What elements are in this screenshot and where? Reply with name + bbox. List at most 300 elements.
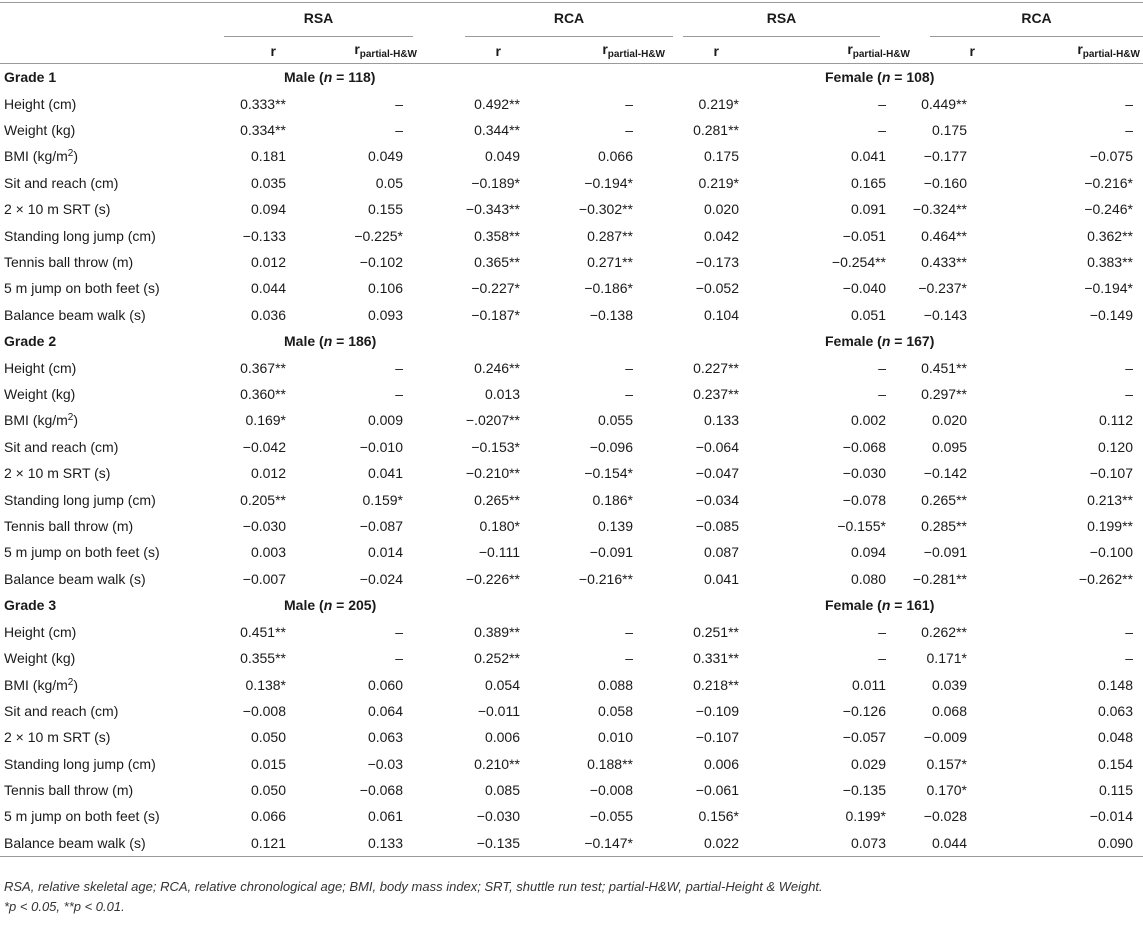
table-row <box>0 143 1143 169</box>
row-label: 2 × 10 m SRT (s) <box>4 201 111 218</box>
cell-value: 0.014 <box>367 544 403 561</box>
cell-value: −0.227* <box>471 280 520 297</box>
cell-value: −0.281** <box>912 570 967 587</box>
cell-value: 0.138* <box>245 676 286 693</box>
cell-value: 0.063 <box>1097 702 1133 719</box>
female-sample-label: Female (n = 167) <box>825 333 935 350</box>
table-row <box>0 645 1143 671</box>
grade-row <box>0 328 1143 355</box>
table-footnotes <box>4 877 823 917</box>
cell-value: −0.009 <box>923 729 967 746</box>
cell-value: 0.029 <box>850 755 886 772</box>
table-row <box>0 170 1143 196</box>
cell-value: 0.015 <box>250 755 286 772</box>
cell-value: −0.051 <box>842 227 886 244</box>
cell-value: −0.109 <box>695 702 739 719</box>
col-header-rpartial: $r_{partial-H\&W}$ <box>540 38 673 64</box>
table-row <box>0 724 1143 750</box>
cell-value: 0.041 <box>367 465 403 482</box>
cell-value: 0.121 <box>214 830 301 857</box>
cell-value: 0.05 <box>375 174 403 191</box>
table-row <box>0 671 1143 697</box>
cell-value: 0.044 <box>910 830 1011 857</box>
cell-value: – <box>878 122 886 139</box>
cell-value: – <box>625 650 633 667</box>
cell-value: 0.297** <box>921 386 967 403</box>
grade-row <box>0 64 1143 91</box>
cell-value: 0.036 <box>250 306 286 323</box>
cell-value: 0.106 <box>367 280 403 297</box>
male-sample-label: Male (n = 186) <box>284 333 377 350</box>
cell-value: −0.03 <box>367 755 403 772</box>
cell-value: – <box>625 359 633 376</box>
col-header-r: r <box>443 38 540 64</box>
cell-value: 0.169* <box>245 412 286 429</box>
table-row <box>0 777 1143 803</box>
cell-value: −0.030 <box>242 518 286 535</box>
cell-value: – <box>1125 650 1133 667</box>
cell-value: 0.115 <box>1099 782 1133 799</box>
table-row <box>0 275 1143 301</box>
cell-value: 0.155 <box>367 201 403 218</box>
cell-value: 0.265** <box>921 491 967 508</box>
cell-value: −0.075 <box>1089 148 1133 165</box>
cell-value: −0.154* <box>584 465 633 482</box>
grade-title: Grade 1 <box>4 69 57 86</box>
cell-value: 0.112 <box>1099 412 1133 429</box>
cell-value: – <box>878 386 886 403</box>
row-label: 5 m jump on both feet (s) <box>4 544 160 561</box>
grade-title: Grade 2 <box>4 333 57 350</box>
cell-value: −0.186* <box>584 280 633 297</box>
grade-row <box>0 592 1143 619</box>
cell-value: 0.042 <box>703 227 739 244</box>
cell-value: 0.159* <box>362 491 403 508</box>
cell-value: −0.147* <box>540 830 673 857</box>
table-row <box>0 222 1143 248</box>
cell-value: 0.064 <box>367 702 403 719</box>
cell-value: – <box>1125 122 1133 139</box>
row-label: 2 × 10 m SRT (s) <box>4 729 111 746</box>
cell-value: −0.160 <box>923 174 967 191</box>
cell-value: – <box>625 386 633 403</box>
row-label: Tennis ball throw (m) <box>4 782 134 799</box>
row-label: 5 m jump on both feet (s) <box>4 808 160 825</box>
cell-value: 0.055 <box>597 412 633 429</box>
cell-value: −0.030 <box>476 808 520 825</box>
cell-value: 0.133 <box>703 412 739 429</box>
cell-value: −0.064 <box>695 438 739 455</box>
cell-value: 0.451** <box>240 623 286 640</box>
cell-value: −0.100 <box>1089 544 1133 561</box>
cell-value: – <box>395 359 403 376</box>
cell-value: 0.360** <box>240 386 286 403</box>
cell-value: 0.094 <box>850 544 886 561</box>
cell-value: – <box>1125 359 1133 376</box>
cell-value: −0.010 <box>359 438 403 455</box>
cell-value: 0.020 <box>703 201 739 218</box>
col-header-rpartial: $r_{partial-H\&W}$ <box>1011 38 1143 64</box>
cell-value: 0.020 <box>931 412 967 429</box>
cell-value: – <box>625 623 633 640</box>
cell-value: 0.066 <box>597 148 633 165</box>
cell-value: 0.281** <box>693 122 739 139</box>
cell-value: 0.265** <box>474 491 520 508</box>
cell-value: 0.285** <box>921 518 967 535</box>
table-row <box>0 460 1143 486</box>
cell-value: −0.143 <box>923 306 967 323</box>
cell-value: 0.003 <box>250 544 286 561</box>
cell-value: 0.104 <box>703 306 739 323</box>
cell-value: 0.087 <box>703 544 739 561</box>
cell-value: 0.451** <box>921 359 967 376</box>
cell-value: −0.225* <box>354 227 403 244</box>
cell-value: 0.090 <box>1011 830 1143 857</box>
table-row <box>0 803 1143 829</box>
cell-value: −0.068 <box>359 782 403 799</box>
cell-value: −0.324** <box>912 201 967 218</box>
cell-value: 0.262** <box>921 623 967 640</box>
cell-value: 0.009 <box>367 412 403 429</box>
cell-value: 0.068 <box>931 702 967 719</box>
cell-value: 0.218** <box>693 676 739 693</box>
table-row <box>0 750 1143 776</box>
cell-value: −0.091 <box>589 544 633 561</box>
table-row <box>0 91 1143 117</box>
cell-value: 0.012 <box>250 465 286 482</box>
cell-value: 0.095 <box>931 438 967 455</box>
table-row <box>0 196 1143 222</box>
row-label: Sit and reach (cm) <box>4 174 119 191</box>
cell-value: 0.180* <box>479 518 520 535</box>
cell-value: −0.024 <box>359 570 403 587</box>
row-label: 2 × 10 m SRT (s) <box>4 465 111 482</box>
row-label: Tennis ball throw (m) <box>4 518 134 535</box>
correlation-table <box>0 2 1143 857</box>
cell-value: – <box>395 386 403 403</box>
row-label: Tennis ball throw (m) <box>4 254 134 271</box>
cell-value: −0.254** <box>831 254 886 271</box>
cell-value: – <box>878 623 886 640</box>
cell-value: −0.042 <box>242 438 286 455</box>
cell-value: 0.199* <box>845 808 886 825</box>
cell-value: 0.044 <box>250 280 286 297</box>
cell-value: −0.126 <box>842 702 886 719</box>
row-label: BMI $(kg/m^2)$ <box>4 676 79 693</box>
cell-value: 0.091 <box>850 201 886 218</box>
cell-value: −0.216** <box>578 570 633 587</box>
cell-value: −0.085 <box>695 518 739 535</box>
cell-value: −0.111 <box>478 544 520 561</box>
row-label: Standing long jump (cm) <box>4 491 156 508</box>
cell-value: −0.343** <box>465 201 520 218</box>
cell-value: −0.262** <box>1078 570 1133 587</box>
cell-value: −0.237* <box>918 280 967 297</box>
cell-value: – <box>395 623 403 640</box>
cell-value: −0.189* <box>471 174 520 191</box>
cell-value: 0.383** <box>1087 254 1133 271</box>
cell-value: 0.035 <box>250 174 286 191</box>
cell-value: 0.073 <box>780 830 910 857</box>
female-sample-label: Female (n = 108) <box>825 69 935 86</box>
cell-value: – <box>395 95 403 112</box>
cell-value: 0.389** <box>474 623 520 640</box>
cell-value: 0.333** <box>240 95 286 112</box>
cell-value: −0.155* <box>837 518 886 535</box>
cell-value: −0.133 <box>242 227 286 244</box>
cell-value: 0.156* <box>698 808 739 825</box>
cell-value: 0.006 <box>484 729 520 746</box>
cell-value: 0.041 <box>850 148 886 165</box>
cell-value: −0.047 <box>695 465 739 482</box>
cell-value: 0.170* <box>926 782 967 799</box>
cell-value: −0.096 <box>589 438 633 455</box>
cell-value: – <box>1125 95 1133 112</box>
cell-value: 0.344** <box>474 122 520 139</box>
cell-value: 0.213** <box>1087 491 1133 508</box>
cell-value: 0.181 <box>250 148 286 165</box>
group-header-rsa-1: RSA <box>214 3 443 39</box>
cell-value: −0.302** <box>578 201 633 218</box>
table-row <box>0 830 1143 857</box>
cell-value: −0.142 <box>923 465 967 482</box>
cell-value: 0.050 <box>250 782 286 799</box>
cell-value: – <box>878 359 886 376</box>
cell-value: 0.058 <box>597 702 633 719</box>
cell-value: −0.194* <box>1084 280 1133 297</box>
cell-value: 0.210** <box>474 755 520 772</box>
cell-value: −0.091 <box>923 544 967 561</box>
male-sample-label: Male (n = 205) <box>284 597 377 614</box>
cell-value: −.0207** <box>465 412 520 429</box>
table-row <box>0 619 1143 645</box>
row-label: BMI $(kg/m^2)$ <box>4 412 79 429</box>
cell-value: 0.449** <box>921 95 967 112</box>
cell-value: −0.068 <box>842 438 886 455</box>
table-row <box>0 249 1143 275</box>
row-label: Balance beam walk (s) <box>0 830 214 857</box>
table-row <box>0 513 1143 539</box>
cell-value: −0.107 <box>695 729 739 746</box>
cell-value: −0.030 <box>842 465 886 482</box>
cell-value: 0.088 <box>597 676 633 693</box>
cell-value: 0.171* <box>926 650 967 667</box>
col-header-r: r <box>910 38 1011 64</box>
cell-value: 0.165 <box>850 174 886 191</box>
male-sample-label: Male (n = 118) <box>284 69 376 86</box>
cell-value: −0.187* <box>471 306 520 323</box>
table-row <box>0 302 1143 328</box>
cell-value: 0.188** <box>587 755 633 772</box>
cell-value: 0.271** <box>587 254 633 271</box>
cell-value: – <box>1125 386 1133 403</box>
cell-value: 0.012 <box>250 254 286 271</box>
cell-value: 0.199** <box>1087 518 1133 535</box>
row-label: Height (cm) <box>4 623 77 640</box>
cell-value: 0.175 <box>703 148 739 165</box>
cell-value: 0.148 <box>1097 676 1133 693</box>
col-header-r: r <box>673 38 780 64</box>
cell-value: −0.177 <box>923 148 967 165</box>
cell-value: 0.066 <box>250 808 286 825</box>
table-row <box>0 117 1143 143</box>
cell-value: 0.205** <box>240 491 286 508</box>
cell-value: −0.107 <box>1089 465 1133 482</box>
cell-value: 0.365** <box>474 254 520 271</box>
cell-value: 0.154 <box>1097 755 1133 772</box>
group-header-rca-1: RCA <box>443 3 673 39</box>
cell-value: – <box>625 122 633 139</box>
cell-value: 0.002 <box>850 412 886 429</box>
table-row <box>0 381 1143 407</box>
row-label: 5 m jump on both feet (s) <box>4 280 160 297</box>
header-stats-row <box>0 38 1143 64</box>
cell-value: 0.355** <box>240 650 286 667</box>
table-row <box>0 407 1143 433</box>
group-header-rca-2: RCA <box>910 3 1143 39</box>
cell-value: 0.362** <box>1087 227 1133 244</box>
cell-value: 0.063 <box>367 729 403 746</box>
cell-value: – <box>878 650 886 667</box>
table-row <box>0 486 1143 512</box>
row-label: Standing long jump (cm) <box>4 227 156 244</box>
cell-value: −0.057 <box>842 729 886 746</box>
table-row <box>0 698 1143 724</box>
cell-value: −0.246* <box>1084 201 1133 218</box>
cell-value: 0.367** <box>240 359 286 376</box>
col-header-rpartial: $r_{partial-H\&W}$ <box>301 38 443 64</box>
abbreviations-note: RSA, relative skeletal age; RCA, relative chronological age; BMI, body mass index; SRT, shuttle run test; partial-H&W, partial-Height & Weight. <box>4 879 823 894</box>
table-row <box>0 434 1143 460</box>
cell-value: −0.135 <box>842 782 886 799</box>
cell-value: 0.049 <box>484 148 520 165</box>
cell-value: 0.252** <box>474 650 520 667</box>
row-label: Standing long jump (cm) <box>4 755 156 772</box>
cell-value: 0.133 <box>301 830 443 857</box>
cell-value: −0.008 <box>242 702 286 719</box>
cell-value: −0.078 <box>842 491 886 508</box>
group-header-rsa-2: RSA <box>673 3 910 39</box>
cell-value: 0.219* <box>698 95 739 112</box>
cell-value: 0.050 <box>250 729 286 746</box>
cell-value: −0.014 <box>1089 808 1133 825</box>
cell-value: −0.226** <box>465 570 520 587</box>
cell-value: – <box>625 95 633 112</box>
row-label: BMI $(kg/m^2)$ <box>4 148 79 165</box>
cell-value: 0.054 <box>484 676 520 693</box>
cell-value: −0.055 <box>589 808 633 825</box>
cell-value: 0.219* <box>698 174 739 191</box>
cell-value: 0.139 <box>597 518 633 535</box>
row-label: Weight (kg) <box>4 122 76 139</box>
significance-note: *p < 0.05, **p < 0.01. <box>4 899 125 914</box>
cell-value: 0.227** <box>693 359 739 376</box>
cell-value: −0.149 <box>1089 306 1133 323</box>
cell-value: 0.186* <box>592 491 633 508</box>
cell-value: −0.194* <box>584 174 633 191</box>
cell-value: 0.464** <box>921 227 967 244</box>
table-row <box>0 566 1143 592</box>
cell-value: 0.331** <box>693 650 739 667</box>
table-row <box>0 355 1143 381</box>
cell-value: 0.251** <box>693 623 739 640</box>
cell-value: −0.028 <box>923 808 967 825</box>
cell-value: −0.052 <box>695 280 739 297</box>
table-row <box>0 539 1143 565</box>
female-sample-label: Female (n = 161) <box>825 597 935 614</box>
header-groups-row <box>0 3 1143 39</box>
cell-value: 0.011 <box>852 676 886 693</box>
cell-value: 0.051 <box>850 306 886 323</box>
cell-value: 0.060 <box>367 676 403 693</box>
cell-value: −0.138 <box>589 306 633 323</box>
cell-value: 0.093 <box>367 306 403 323</box>
cell-value: 0.048 <box>1097 729 1133 746</box>
cell-value: −0.210** <box>465 465 520 482</box>
cell-value: −0.040 <box>842 280 886 297</box>
row-label: Balance beam walk (s) <box>4 570 146 587</box>
row-label: Height (cm) <box>4 359 77 376</box>
cell-value: – <box>395 122 403 139</box>
cell-value: 0.334** <box>240 122 286 139</box>
cell-value: 0.246** <box>474 359 520 376</box>
cell-value: – <box>1125 623 1133 640</box>
cell-value: −0.135 <box>443 830 540 857</box>
cell-value: −0.087 <box>359 518 403 535</box>
grade-title: Grade 3 <box>4 597 57 614</box>
cell-value: 0.041 <box>703 570 739 587</box>
cell-value: −0.007 <box>242 570 286 587</box>
cell-value: −0.061 <box>695 782 739 799</box>
cell-value: – <box>395 650 403 667</box>
cell-value: 0.175 <box>931 122 967 139</box>
cell-value: −0.008 <box>589 782 633 799</box>
cell-value: 0.022 <box>673 830 780 857</box>
cell-value: 0.049 <box>367 148 403 165</box>
cell-value: −0.011 <box>477 702 520 719</box>
cell-value: 0.080 <box>850 570 886 587</box>
cell-value: 0.010 <box>597 729 633 746</box>
cell-value: 0.120 <box>1097 438 1133 455</box>
col-header-rpartial: $r_{partial-H\&W}$ <box>780 38 910 64</box>
row-label: Weight (kg) <box>4 386 76 403</box>
cell-value: 0.157* <box>926 755 967 772</box>
row-label: Sit and reach (cm) <box>4 438 119 455</box>
cell-value: 0.039 <box>931 676 967 693</box>
cell-value: −0.153* <box>471 438 520 455</box>
cell-value: 0.013 <box>484 386 520 403</box>
row-label: Height (cm) <box>4 95 77 112</box>
row-label: Weight (kg) <box>4 650 76 667</box>
cell-value: 0.094 <box>250 201 286 218</box>
cell-value: −0.034 <box>695 491 739 508</box>
cell-value: 0.085 <box>484 782 520 799</box>
table-body <box>0 64 1143 857</box>
cell-value: −0.102 <box>359 254 403 271</box>
cell-value: 0.492** <box>474 95 520 112</box>
row-label: Sit and reach (cm) <box>4 702 119 719</box>
cell-value: 0.237** <box>693 386 739 403</box>
row-label: Balance beam walk (s) <box>4 306 146 323</box>
cell-value: – <box>878 95 886 112</box>
cell-value: 0.006 <box>703 755 739 772</box>
cell-value: 0.061 <box>367 808 403 825</box>
col-header-r: r <box>214 38 301 64</box>
cell-value: −0.216* <box>1084 174 1133 191</box>
cell-value: 0.433** <box>921 254 967 271</box>
cell-value: 0.358** <box>474 227 520 244</box>
cell-value: 0.287** <box>587 227 633 244</box>
